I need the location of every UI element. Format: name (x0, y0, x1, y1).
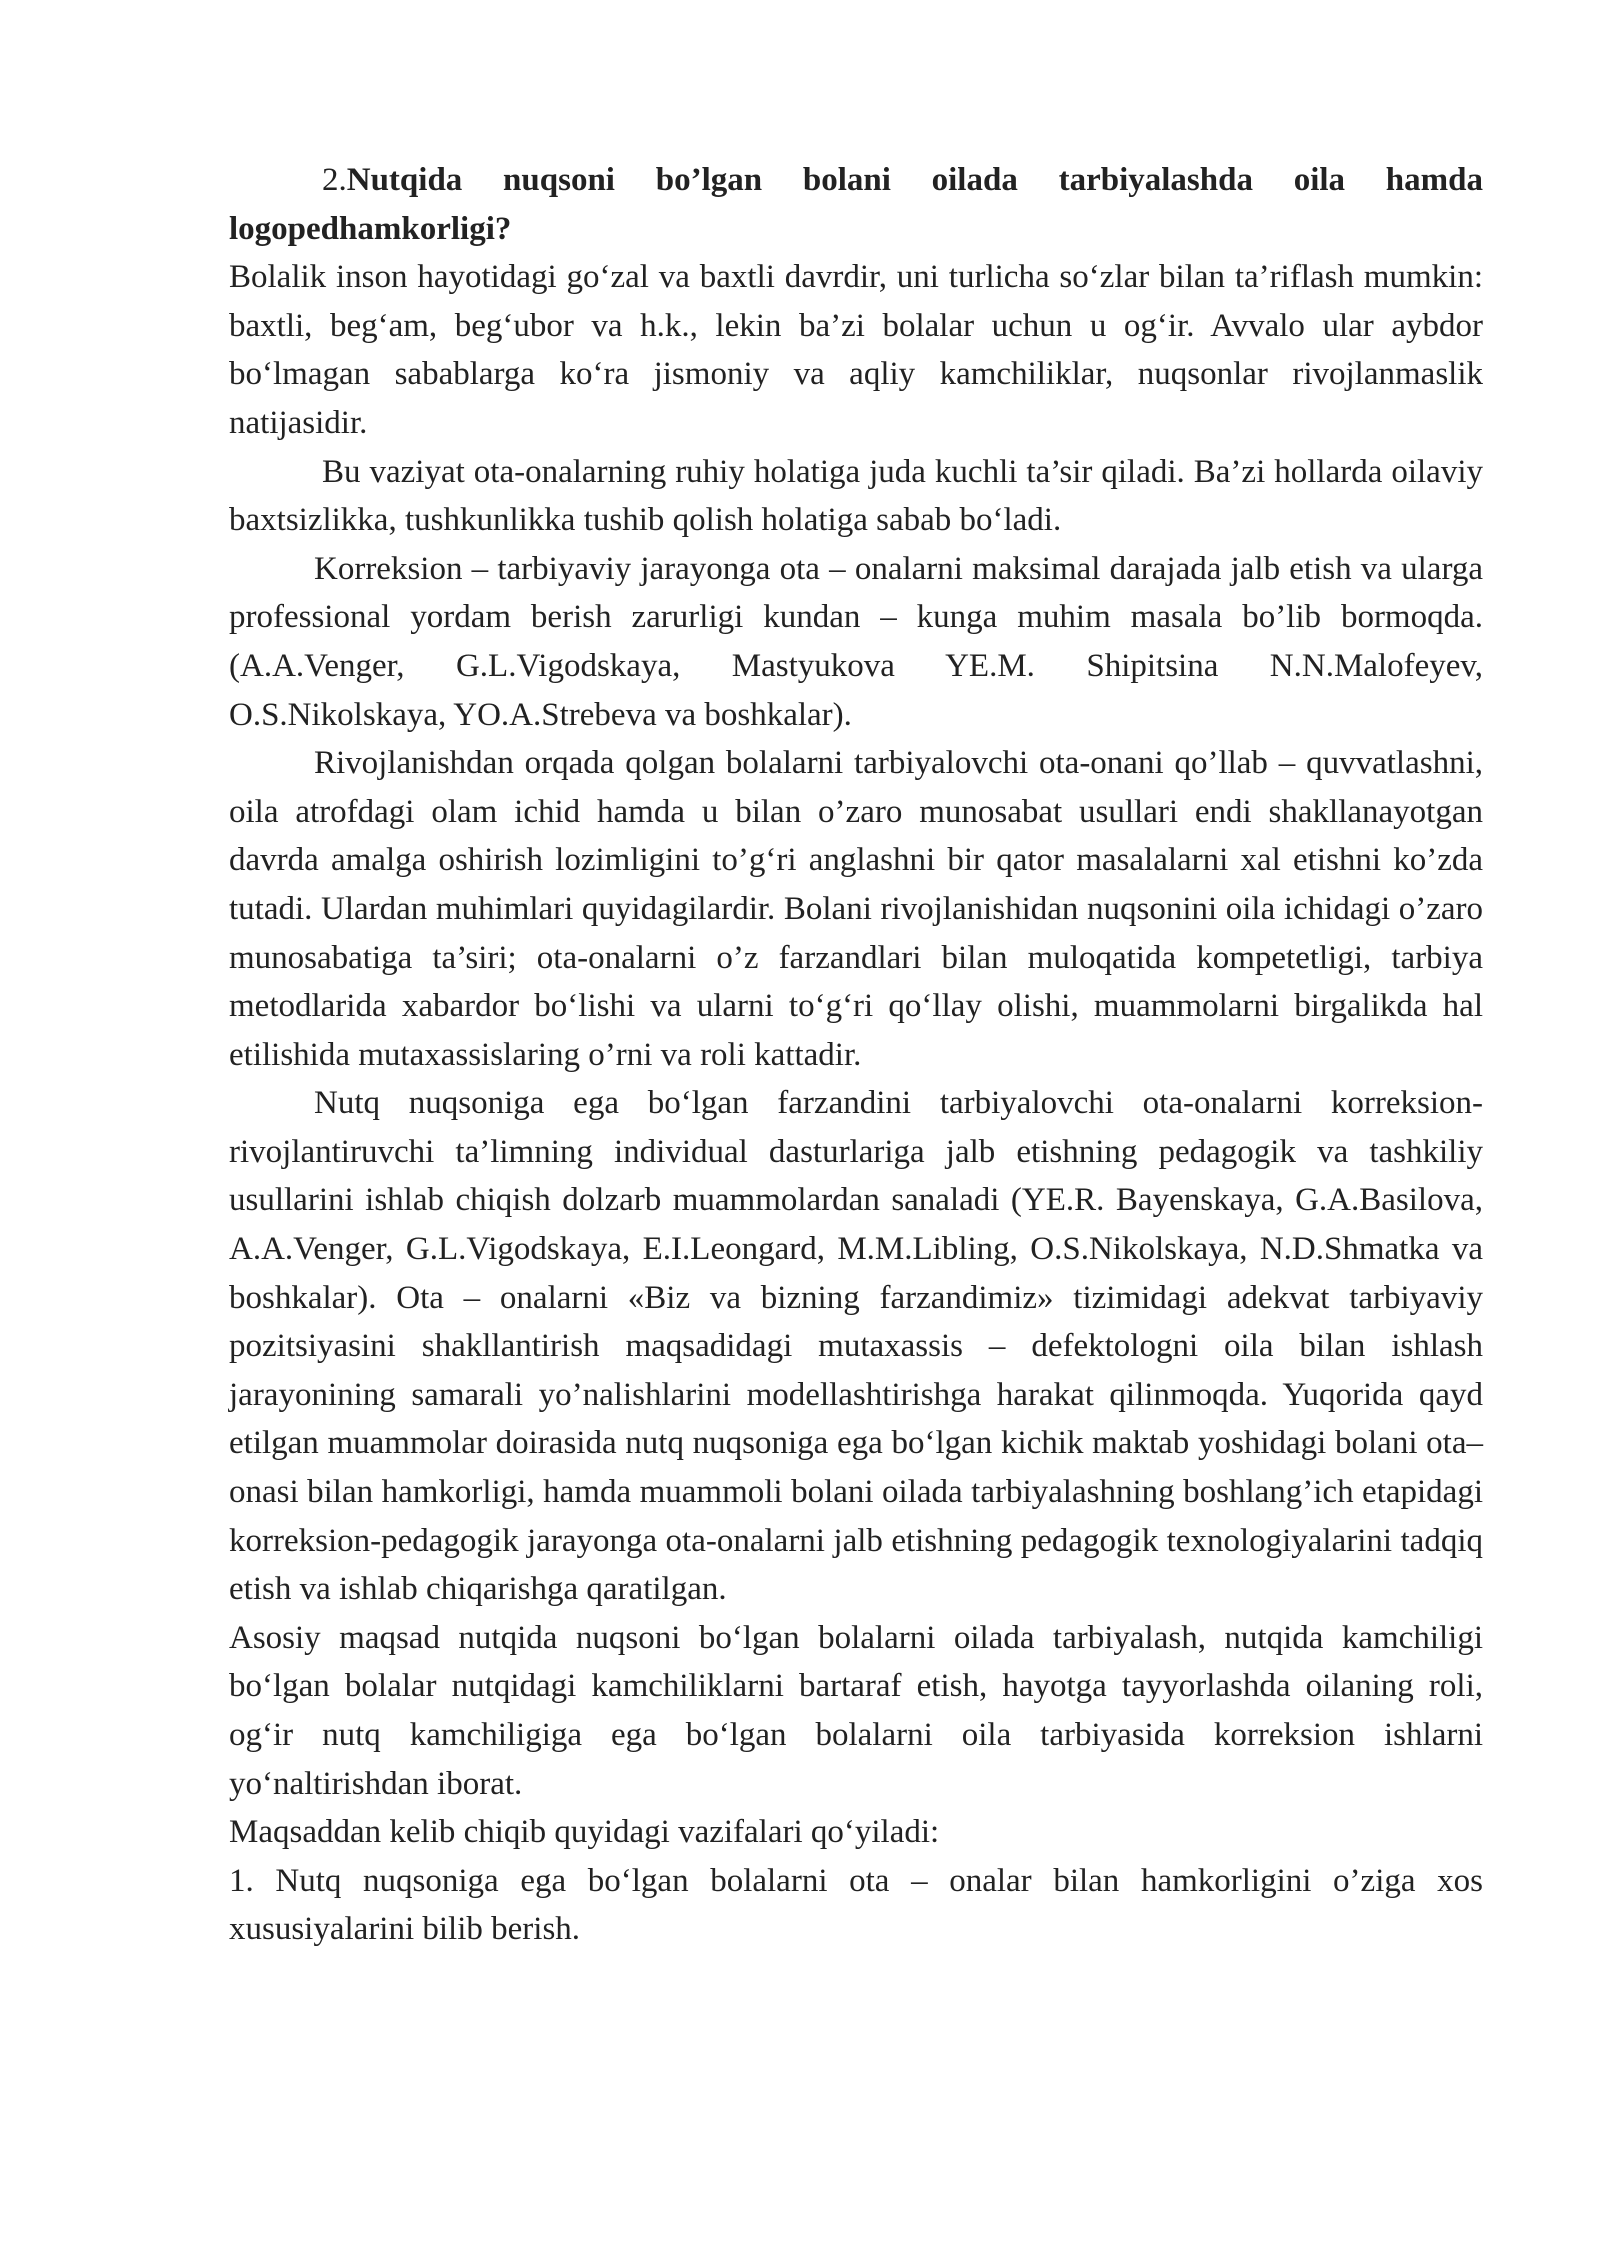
paragraph-speech-defect: Nutq nuqsoniga ega bo‘lgan farzandini tarbiyalovchi ota-onalarni korreksion-rivojlantiruvchi ta’limning individual dasturlariga jalb etishning pedagogik va tashkiliy usullarini ishlab chiqish dolzarb muammolardan sanaladi (YE.R. Bayenskaya, G.A.Basilova, A.A.Venger, G.L.Vigodskaya, E.I.Leongard, M.M.Libling, O.S.Nikolskaya, N.D.Shmatka va boshkalar). Ota – onalarni «Biz va bizning farzandimiz» tizimidagi adekvat tarbiyaviy pozitsiyasini shakllantirish maqsadidagi mutaxassis – defektologni oila bilan ishlash jarayonining samarali yo’nalishlarini modellashtirishga harakat qilinmoqda. Yuqorida qayd etilgan muammolar doirasida nutq nuqsoniga ega bo‘lgan kichik maktab yoshidagi bolani ota–onasi bilan hamkorligi, hamda muammoli bolani oilada tarbiyalashning boshlang’ich etapidagi korreksion-pedagogik jarayonga ota-onalarni jalb etishning pedagogik texnologiyalarini tadqiq etish va ishlab chiqarishga qaratilgan. (229, 1085, 1483, 1608)
paragraph-situation: Bu vaziyat ota-onalarning ruhiy holatiga juda kuchli ta’sir qiladi. Ba’zi hollarda oilaviy baxtsizlikka, tushkunlikka tushib qolish holatiga sabab bo‘ladi. (229, 453, 1483, 539)
paragraph-tasks-intro: Maqsaddan kelib chiqib quyidagi vazifalari qo‘yiladi: (229, 1814, 940, 1851)
paragraph-intro: Bolalik inson hayotidagi go‘zal va baxtli davrdir, uni turlicha so‘zlar bilan ta’riflash mumkin: baxtli, beg‘am, beg‘ubor va h.k., lekin ba’zi bolalar uchun u og‘ir. Avvalo ular aybdor bo‘lmagan sabablarga ko‘ra jismoniy va aqliy kamchiliklar, nuqsonlar rivojlanmaslik natijasidir. (229, 259, 1483, 441)
section-heading (229, 156, 1483, 253)
section-number: 2. (322, 162, 347, 198)
paragraph-development: Rivojlanishdan orqada qolgan bolalarni tarbiyalovchi ota-onani qo’llab – quvvatlashni, oila atrofdagi olam ichid hamda u bilan o’zaro munosabat usullari endi shakllanayotgan davrda amalga oshirish lozimligini to’g‘ri anglashni bir qator masalalarni xal etishni ko’zda tutadi. Ulardan muhimlari quyidagilardir. Bolani rivojlanishidan nuqsonini oila ichidagi o’zaro munosabatiga ta’siri; ota-onalarni o’z farzandlari bilan muloqatida kompetetligi, tarbiya metodlarida xabardor bo‘lishi va ularni to‘g‘ri qo‘llay olishi, muammolarni birgalikda hal etilishida mutaxassislaring o’rni va roli kattadir. (229, 745, 1483, 1073)
paragraph-task-1: 1. Nutq nuqsoniga ega bo‘lgan bolalarni ota – onalar bilan hamkorligini o’ziga xos xususiyalarini bilib berish. (229, 1862, 1483, 1948)
document-page (229, 156, 1483, 1954)
paragraph-correction: Korreksion – tarbiyaviy jarayonga ota – onalarni maksimal darajada jalb etish va ularga professional yordam berish zarurligi kundan – kunga muhim masala bo’lib bormoqda. (A.A.Venger, G.L.Vigodskaya, Mastyukova YE.M. Shipitsina N.N.Malofeyev, O.S.Nikolskaya, YO.A.Strebeva va boshkalar). (229, 550, 1483, 733)
section-title: Nutqida nuqsoni bo’lgan bolani oilada tarbiyalashda oila hamda logopedhamkorligi? (229, 162, 1483, 247)
paragraph-main-goal: Asosiy maqsad nutqida nuqsoni bo‘lgan bolalarni oilada tarbiyalash, nutqida kamchiligi bo‘lgan bolalar nutqidagi kamchiliklarni bartaraf etish, hayotga tayyorlashda oilaning roli, og‘ir nutq kamchiligiga ega bo‘lgan bolalarni oila tarbiyasida korreksion ishlarni yo‘naltirishdan iborat. (229, 1619, 1483, 1802)
